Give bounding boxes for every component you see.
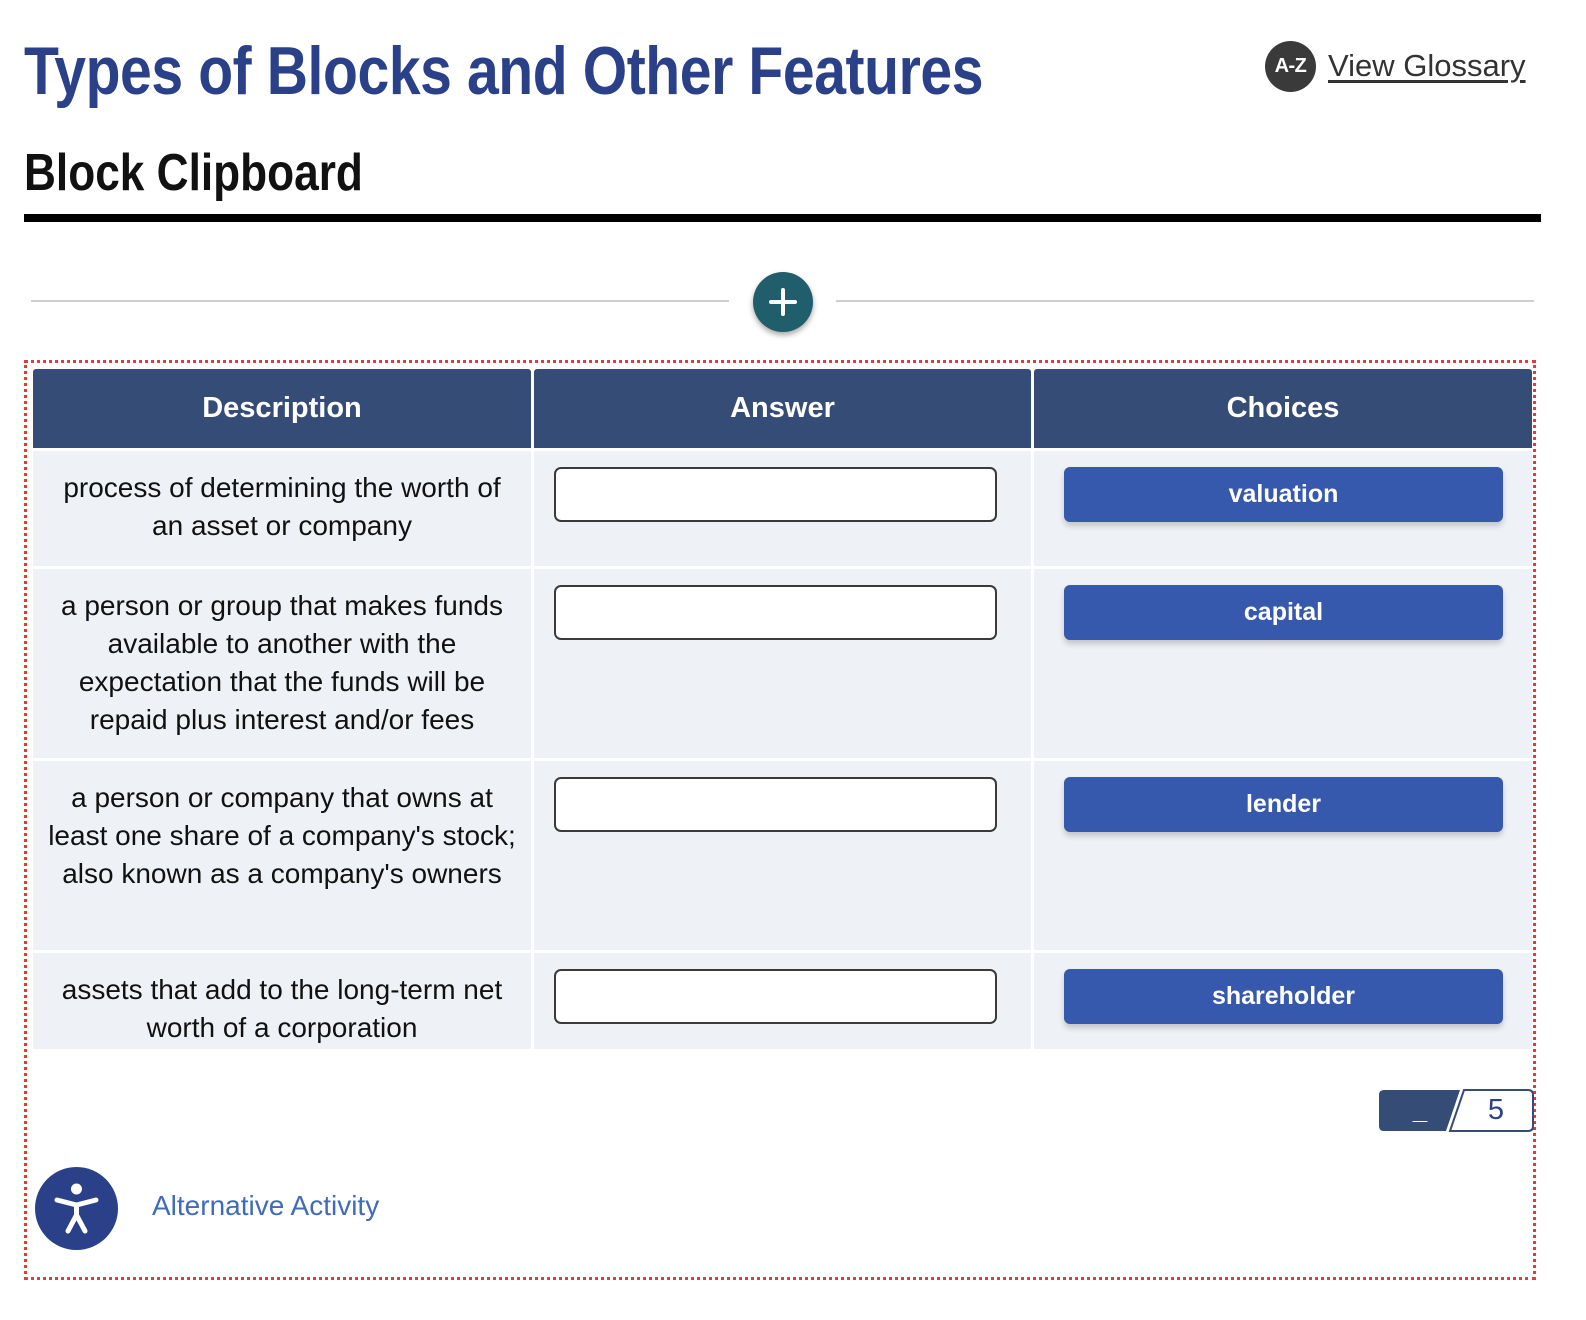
table-row-choice: [1034, 953, 1532, 1049]
description-text: a person or group that makes funds available to another with the expectation that the funds will be repaid plus interest and/or fees: [60, 590, 504, 735]
page-title: Types of Blocks and Other Features: [24, 33, 984, 109]
choice-button-lender[interactable]: lender: [1064, 777, 1503, 832]
view-glossary-link[interactable]: [1265, 40, 1526, 92]
score-badge: [1378, 1089, 1534, 1132]
answer-input[interactable]: [554, 467, 997, 522]
glossary-az-icon: A-Z: [1265, 41, 1316, 92]
glossary-link-label[interactable]: View Glossary: [1328, 48, 1526, 83]
accessibility-button[interactable]: [35, 1167, 118, 1250]
table-row-answer: [534, 451, 1031, 566]
answer-input[interactable]: [554, 969, 997, 1024]
table-row-description: [33, 451, 531, 566]
table-row-description: [33, 953, 531, 1049]
answer-input[interactable]: [554, 585, 997, 640]
matching-table: [33, 369, 1532, 1049]
table-row-answer: [534, 761, 1031, 950]
add-divider-right: [836, 300, 1534, 302]
table-row-description: [33, 569, 531, 758]
accessibility-icon: [35, 1167, 118, 1250]
table-row-choice: [1034, 569, 1532, 758]
description-text: process of determining the worth of an asset or company: [63, 472, 501, 541]
column-header-description: Description: [33, 369, 531, 448]
answer-input[interactable]: [554, 777, 997, 832]
choice-button-shareholder[interactable]: shareholder: [1064, 969, 1503, 1024]
table-row-choice: [1034, 761, 1532, 950]
column-header-choices: Choices: [1034, 369, 1532, 448]
score-current: _: [1412, 1095, 1428, 1125]
table-row-answer: [534, 953, 1031, 1049]
choice-button-valuation[interactable]: valuation: [1064, 467, 1503, 522]
score-total: 5: [1487, 1094, 1505, 1126]
add-divider-left: [31, 300, 729, 302]
description-text: assets that add to the long-term net worth of a corporation: [61, 974, 503, 1043]
table-row-answer: [534, 569, 1031, 758]
section-divider: [24, 214, 1541, 222]
table-row-choice: [1034, 451, 1532, 566]
alternative-activity-link[interactable]: Alternative Activity: [152, 1190, 380, 1221]
section-title: Block Clipboard: [24, 144, 363, 202]
column-header-answer: Answer: [534, 369, 1031, 448]
choice-button-capital[interactable]: capital: [1064, 585, 1503, 640]
table-row-description: [33, 761, 531, 950]
description-text: a person or company that owns at least one share of a company's stock; also known as a company's owners: [48, 782, 516, 889]
add-block-button[interactable]: [753, 272, 813, 332]
